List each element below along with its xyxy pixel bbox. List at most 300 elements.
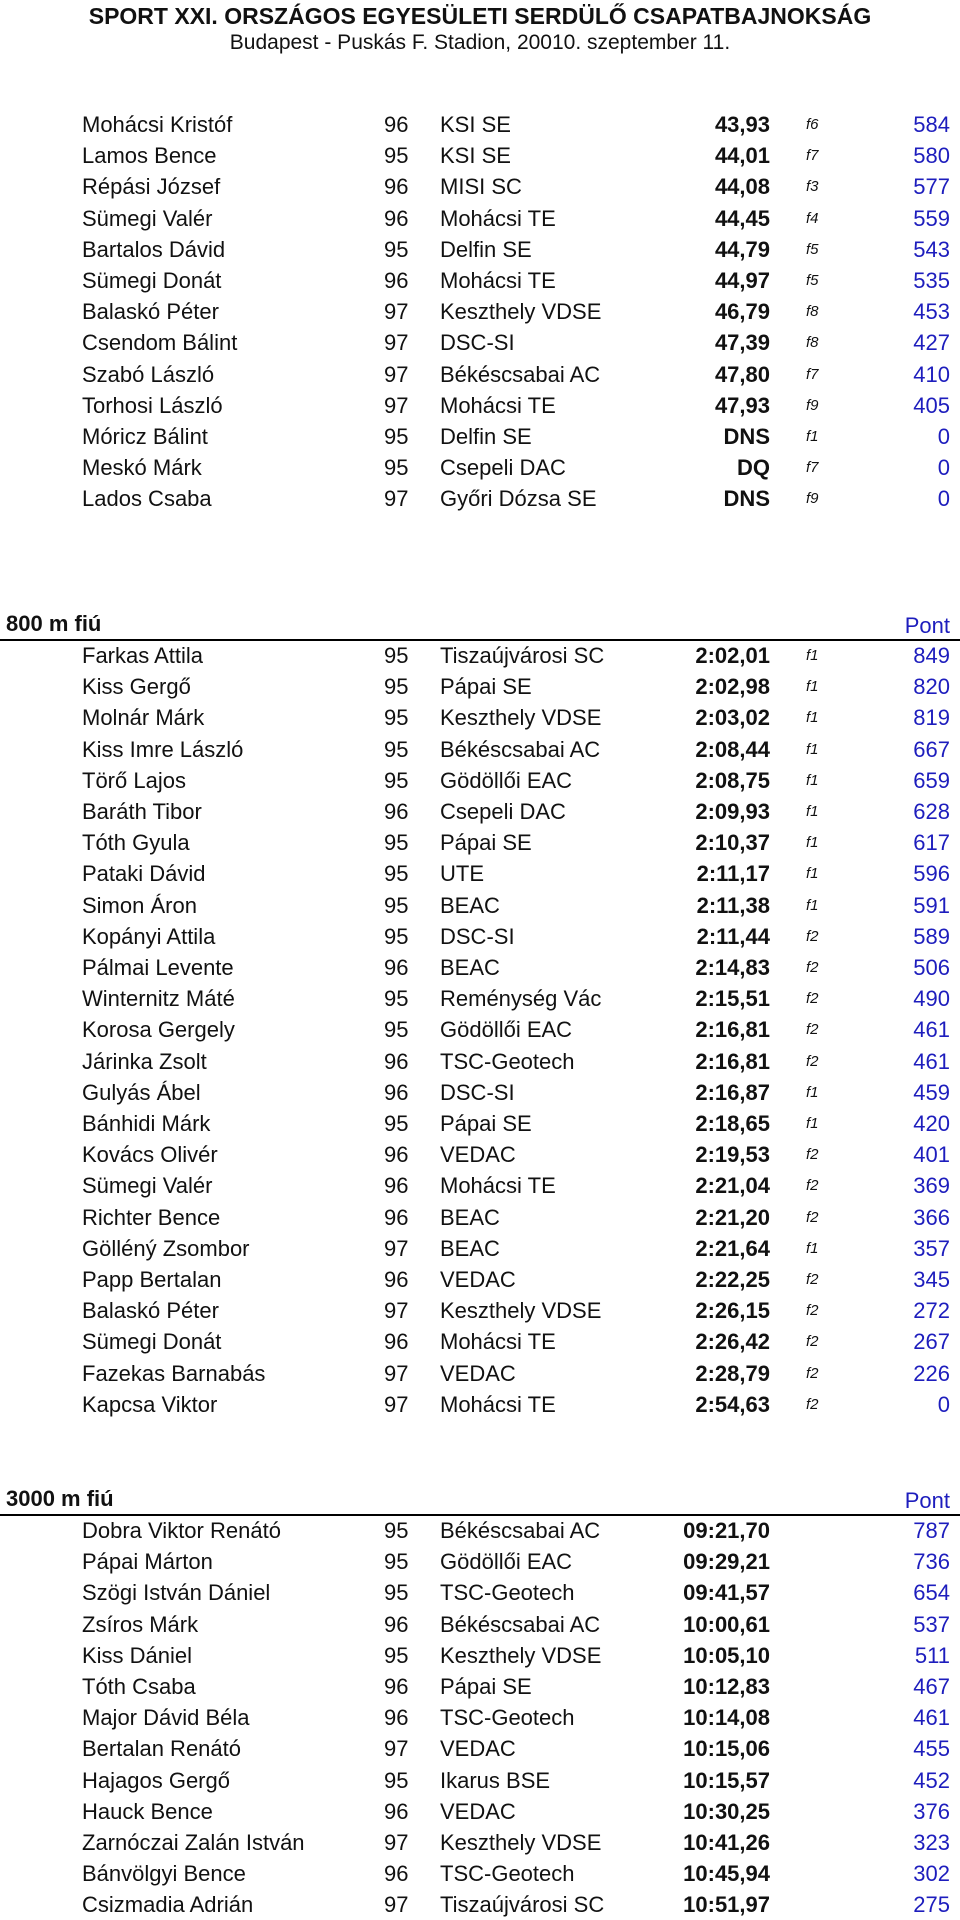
result-time: 2:03,02	[695, 705, 770, 731]
result-time: 2:26,42	[695, 1329, 770, 1355]
birth-year: 97	[384, 1235, 409, 1261]
result-time: 2:11,44	[696, 923, 770, 949]
points-value: 559	[913, 205, 950, 231]
table-row	[0, 296, 960, 327]
birth-year: 96	[384, 1611, 409, 1637]
result-time: 2:15,51	[695, 986, 770, 1012]
section-title: 800 m fiú	[6, 611, 102, 636]
club-name: DSC-SI	[440, 1079, 515, 1105]
birth-year: 95	[384, 767, 409, 793]
table-row	[0, 702, 960, 733]
result-time: 2:11,38	[696, 892, 770, 918]
club-name: TSC-Geotech	[440, 1048, 575, 1074]
heat-number: f8	[806, 303, 819, 321]
athlete-name: Sümegi Valér	[82, 1173, 213, 1199]
result-time: 2:16,81	[695, 1017, 770, 1043]
points-value: 357	[913, 1235, 950, 1261]
result-time: 2:10,37	[695, 830, 770, 856]
table-row	[0, 483, 960, 514]
result-time: 2:18,65	[695, 1111, 770, 1136]
points-value: 736	[913, 1549, 950, 1575]
page-title: SPORT XXI. ORSZÁGOS EGYESÜLETI SERDÜLŐ CSAPATBAJNOKSÁG	[88, 3, 872, 29]
table-row	[0, 1515, 960, 1546]
athlete-name: Gulyás Ábel	[82, 1079, 201, 1105]
result-time: 2:09,93	[695, 799, 770, 824]
heat-number: f1	[806, 709, 819, 727]
club-name: Gödöllői EAC	[440, 767, 573, 793]
birth-year: 97	[384, 1298, 409, 1324]
club-name: Békéscsabai AC	[440, 361, 601, 387]
birth-year: 97	[384, 1892, 409, 1918]
club-name: VEDAC	[440, 1267, 516, 1292]
points-value: 366	[913, 1204, 950, 1230]
birth-year: 95	[384, 861, 409, 887]
athlete-name: Lamos Bence	[82, 143, 217, 169]
athlete-name: Hauck Bence	[82, 1798, 213, 1824]
club-name: BEAC	[440, 1235, 500, 1261]
athlete-name: Kopányi Attila	[82, 923, 216, 949]
club-name: Delfin SE	[440, 236, 532, 262]
points-value: 401	[913, 1142, 950, 1168]
athlete-name: Baráth Tibor	[82, 799, 202, 824]
heat-number: f2	[806, 1364, 819, 1382]
result-time: 2:21,64	[695, 1235, 770, 1261]
section-header	[0, 608, 960, 641]
birth-year: 95	[384, 1518, 409, 1543]
club-name: DSC-SI	[440, 923, 515, 949]
result-time: 43,93	[714, 112, 770, 137]
birth-year: 95	[384, 986, 409, 1012]
birth-year: 96	[384, 174, 409, 200]
club-name: Keszthely VDSE	[440, 1642, 602, 1668]
athlete-name: Torhosi László	[82, 392, 223, 418]
birth-year: 96	[384, 112, 409, 137]
athlete-name: Móricz Bálint	[82, 424, 208, 449]
heat-number: f2	[806, 1302, 819, 1320]
birth-year: 95	[384, 455, 409, 481]
club-name: Békéscsabai AC	[440, 736, 601, 762]
heat-number: f2	[806, 1021, 819, 1039]
heat-number: f1	[806, 740, 819, 758]
heat-number: f7	[806, 147, 819, 165]
birth-year: 97	[384, 1391, 409, 1417]
points-value: 506	[913, 955, 950, 980]
club-name: Győri Dózsa SE	[440, 486, 597, 512]
table-row	[0, 234, 960, 265]
table-row	[0, 952, 960, 983]
points-value: 345	[913, 1267, 950, 1292]
points-value: 405	[913, 392, 950, 418]
heat-number: f9	[806, 490, 819, 508]
club-name: TSC-Geotech	[440, 1580, 575, 1606]
table-row	[0, 1170, 960, 1201]
table-row	[0, 1389, 960, 1420]
table-row	[0, 327, 960, 358]
points-value: 543	[913, 236, 950, 262]
club-name: UTE	[440, 861, 484, 887]
heat-number: f1	[806, 678, 819, 696]
table-row	[0, 171, 960, 202]
table-row	[0, 921, 960, 952]
heat-number: f5	[806, 240, 819, 258]
result-time: 2:08,75	[695, 767, 770, 793]
table-row	[0, 734, 960, 765]
club-name: Keszthely VDSE	[440, 299, 602, 325]
athlete-name: Szabó László	[82, 361, 215, 387]
birth-year: 95	[384, 236, 409, 262]
table-row	[0, 1202, 960, 1233]
result-time: 10:14,08	[683, 1705, 770, 1731]
birth-year: 97	[384, 1830, 409, 1855]
table-row	[0, 1702, 960, 1733]
athlete-name: Gölléný Zsombor	[82, 1235, 250, 1261]
club-name: Pápai SE	[440, 1111, 532, 1136]
table-row	[0, 983, 960, 1014]
athlete-name: Korosa Gergely	[82, 1017, 235, 1043]
birth-year: 95	[384, 1017, 409, 1043]
result-time: 10:00,61	[683, 1611, 770, 1637]
athlete-name: Zarnóczai Zalán István	[82, 1830, 305, 1855]
heat-number: f3	[806, 178, 819, 196]
athlete-name: Winternitz Máté	[82, 986, 235, 1012]
table-row	[0, 765, 960, 796]
athlete-name: Papp Bertalan	[82, 1267, 222, 1292]
result-time: 44,01	[714, 143, 770, 169]
birth-year: 95	[384, 1642, 409, 1668]
result-time: 10:30,25	[683, 1798, 770, 1824]
athlete-name: Kiss Dániel	[82, 1642, 193, 1668]
heat-number: f8	[806, 334, 819, 352]
athlete-name: Lados Csaba	[82, 486, 212, 512]
athlete-name: Törő Lajos	[82, 767, 186, 793]
birth-year: 95	[384, 892, 409, 918]
athlete-name: Szögi István Dániel	[82, 1580, 271, 1606]
athlete-name: Pálmai Levente	[82, 955, 234, 980]
athlete-name: Csizmadia Adrián	[82, 1892, 254, 1918]
club-name: TSC-Geotech	[440, 1705, 575, 1731]
result-time: 47,39	[714, 330, 770, 356]
club-name: Mohácsi TE	[440, 268, 556, 293]
club-name: Csepeli DAC	[440, 455, 566, 481]
points-value: 323	[913, 1830, 950, 1855]
club-name: TSC-Geotech	[440, 1861, 575, 1887]
points-value: 617	[913, 830, 950, 856]
table-row	[0, 1796, 960, 1827]
result-time: 10:15,06	[683, 1736, 770, 1762]
club-name: DSC-SI	[440, 330, 515, 356]
heat-number: f1	[806, 1115, 819, 1132]
points-value: 511	[914, 1642, 950, 1668]
club-name: KSI SE	[440, 112, 511, 137]
result-time: 44,08	[714, 174, 770, 200]
birth-year: 96	[384, 1204, 409, 1230]
points-value: 461	[913, 1048, 950, 1074]
birth-year: 95	[384, 705, 409, 731]
result-time: 10:05,10	[683, 1642, 770, 1668]
points-value: 226	[913, 1360, 950, 1386]
club-name: Mohácsi TE	[440, 1173, 556, 1199]
result-time: DNS	[723, 486, 770, 512]
club-name: Delfin SE	[440, 424, 532, 449]
points-value: 267	[913, 1329, 950, 1355]
athlete-name: Kovács Olivér	[82, 1142, 218, 1168]
birth-year: 97	[384, 392, 409, 418]
club-name: Reménység Vác	[440, 986, 602, 1012]
heat-number: f4	[806, 209, 819, 227]
club-name: MISI SC	[440, 174, 522, 200]
points-value: 461	[913, 1017, 950, 1043]
club-name: Mohácsi TE	[440, 205, 556, 231]
table-row	[0, 1827, 960, 1858]
athlete-name: Zsíros Márk	[82, 1611, 199, 1637]
result-time: 10:45,94	[683, 1861, 770, 1887]
points-value: 654	[913, 1580, 950, 1606]
points-value: 659	[913, 767, 950, 793]
points-value: 0	[937, 486, 950, 512]
birth-year: 96	[384, 1861, 409, 1887]
birth-year: 95	[384, 1580, 409, 1606]
table-row	[0, 671, 960, 702]
table-row	[0, 421, 960, 452]
birth-year: 96	[384, 1705, 409, 1731]
points-value: 420	[913, 1111, 950, 1136]
athlete-name: Kapcsa Viktor	[82, 1391, 218, 1417]
section-title: 3000 m fiú	[6, 1486, 114, 1511]
table-row	[0, 1733, 960, 1764]
birth-year: 96	[384, 1798, 409, 1824]
result-time: 44,79	[714, 236, 770, 262]
heat-number: f2	[806, 1395, 819, 1413]
points-value: 820	[913, 674, 950, 700]
birth-year: 96	[384, 1142, 409, 1168]
result-time: 2:21,04	[695, 1173, 770, 1199]
athlete-name: Kiss Gergő	[82, 674, 191, 700]
athlete-name: Simon Áron	[82, 892, 197, 918]
athlete-name: Balaskó Péter	[82, 1298, 219, 1324]
table-row	[0, 390, 960, 421]
result-time: 2:02,98	[695, 674, 770, 700]
result-time: 46,79	[714, 299, 770, 325]
result-time: 2:26,15	[695, 1298, 770, 1324]
result-time: DQ	[737, 455, 770, 481]
club-name: Ikarus BSE	[440, 1767, 551, 1793]
table-row	[0, 1358, 960, 1389]
heat-number: f2	[806, 1177, 819, 1195]
heat-number: f2	[806, 1052, 819, 1070]
result-time: 2:11,17	[696, 861, 770, 887]
birth-year: 96	[384, 268, 409, 293]
heat-number: f1	[806, 896, 819, 914]
points-value: 0	[937, 1391, 950, 1417]
points-value: 302	[913, 1861, 950, 1887]
table-row	[0, 1108, 960, 1139]
table-row	[0, 359, 960, 390]
athlete-name: Richter Bence	[82, 1204, 221, 1230]
heat-number: f1	[806, 1239, 819, 1257]
points-value: 535	[913, 268, 950, 293]
heat-number: f5	[806, 272, 819, 289]
result-time: 44,97	[714, 268, 770, 293]
athlete-name: Fazekas Barnabás	[82, 1360, 266, 1386]
club-name: Mohácsi TE	[440, 1391, 556, 1417]
result-time: 2:16,81	[695, 1048, 770, 1074]
birth-year: 95	[384, 830, 409, 856]
points-value: 461	[913, 1705, 950, 1731]
athlete-name: Csendom Bálint	[82, 330, 238, 356]
heat-number: f1	[806, 834, 819, 852]
birth-year: 96	[384, 205, 409, 231]
athlete-name: Tóth Csaba	[82, 1674, 196, 1699]
result-time: 2:14,83	[695, 955, 770, 980]
birth-year: 96	[384, 1173, 409, 1199]
heat-number: f7	[806, 459, 819, 477]
heat-number: f1	[806, 1083, 819, 1101]
table-row	[0, 827, 960, 858]
table-row	[0, 1233, 960, 1264]
club-name: Pápai SE	[440, 1674, 532, 1699]
table-row	[0, 265, 960, 296]
points-value: 591	[913, 892, 950, 918]
result-time: DNS	[723, 424, 770, 449]
result-time: 44,45	[714, 205, 770, 231]
athlete-name: Pataki Dávid	[82, 861, 206, 887]
points-value: 0	[937, 455, 950, 481]
result-time: 47,93	[714, 392, 770, 418]
birth-year: 97	[384, 1360, 409, 1386]
club-name: Békéscsabai AC	[440, 1518, 601, 1543]
athlete-name: Répási József	[82, 174, 221, 200]
birth-year: 95	[384, 643, 409, 668]
points-value: 589	[913, 923, 950, 949]
birth-year: 96	[384, 799, 409, 824]
points-value: 577	[913, 174, 950, 200]
heat-number: f1	[806, 771, 819, 789]
club-name: VEDAC	[440, 1736, 516, 1762]
points-column-label: Pont	[904, 1488, 950, 1513]
table-row	[0, 1014, 960, 1045]
heat-number: f2	[806, 990, 819, 1008]
points-value: 849	[913, 643, 950, 668]
result-time: 10:41,26	[683, 1830, 770, 1855]
result-time: 2:28,79	[695, 1360, 770, 1386]
club-name: VEDAC	[440, 1142, 516, 1168]
table-row	[0, 1077, 960, 1108]
heat-number: f2	[806, 1333, 819, 1351]
heat-number: f2	[806, 1271, 819, 1288]
birth-year: 95	[384, 736, 409, 762]
result-time: 10:15,57	[683, 1767, 770, 1793]
result-time: 2:16,87	[695, 1079, 770, 1105]
club-name: Gödöllői EAC	[440, 1549, 573, 1575]
club-name: Tiszaújvárosi SC	[440, 1892, 605, 1918]
athlete-name: Járinka Zsolt	[82, 1048, 207, 1074]
birth-year: 97	[384, 330, 409, 356]
points-value: 467	[913, 1674, 950, 1699]
points-value: 819	[913, 705, 950, 731]
athlete-name: Pápai Márton	[82, 1549, 213, 1575]
birth-year: 96	[384, 1674, 409, 1699]
points-value: 628	[913, 799, 950, 824]
result-time: 10:12,83	[683, 1674, 770, 1699]
table-row	[0, 640, 960, 671]
club-name: Keszthely VDSE	[440, 1830, 602, 1855]
points-value: 459	[913, 1079, 950, 1105]
result-time: 10:51,97	[683, 1892, 770, 1918]
birth-year: 95	[384, 923, 409, 949]
club-name: Pápai SE	[440, 830, 532, 856]
table-row	[0, 1326, 960, 1357]
athlete-name: Bertalan Renátó	[82, 1736, 241, 1762]
points-value: 584	[913, 112, 950, 137]
club-name: Mohácsi TE	[440, 392, 556, 418]
athlete-name: Major Dávid Béla	[82, 1705, 250, 1731]
points-value: 453	[913, 299, 950, 325]
points-value: 427	[913, 330, 950, 356]
heat-number: f2	[806, 927, 819, 945]
points-value: 787	[913, 1518, 950, 1543]
club-name: BEAC	[440, 1204, 500, 1230]
table-row	[0, 452, 960, 483]
result-time: 09:41,57	[683, 1580, 770, 1606]
club-name: Gödöllői EAC	[440, 1017, 573, 1043]
table-row	[0, 1046, 960, 1077]
athlete-name: Farkas Attila	[82, 643, 204, 668]
points-value: 410	[913, 361, 950, 387]
points-value: 0	[937, 424, 950, 449]
birth-year: 95	[384, 143, 409, 169]
athlete-name: Mohácsi Kristóf	[82, 112, 233, 137]
birth-year: 97	[384, 1736, 409, 1762]
points-value: 275	[913, 1892, 950, 1918]
page-header	[0, 0, 960, 56]
club-name: Csepeli DAC	[440, 799, 566, 824]
result-time: 2:22,25	[695, 1267, 770, 1292]
points-value: 596	[913, 861, 950, 887]
section-header	[0, 1483, 960, 1516]
table-row	[0, 140, 960, 171]
heat-number: f1	[806, 647, 819, 664]
heat-number: f2	[806, 1146, 819, 1164]
athlete-name: Sümegi Valér	[82, 205, 213, 231]
club-name: Pápai SE	[440, 674, 532, 700]
points-value: 376	[913, 1798, 950, 1824]
athlete-name: Molnár Márk	[82, 705, 205, 731]
points-value: 537	[913, 1611, 950, 1637]
table-row	[0, 1139, 960, 1170]
birth-year: 96	[384, 1048, 409, 1074]
points-value: 452	[913, 1767, 950, 1793]
athlete-name: Tóth Gyula	[82, 830, 190, 856]
table-row	[0, 1640, 960, 1671]
athlete-name: Meskó Márk	[82, 455, 202, 481]
athlete-name: Balaskó Péter	[82, 299, 219, 325]
club-name: BEAC	[440, 892, 500, 918]
heat-number: f2	[806, 959, 819, 976]
result-time: 2:02,01	[695, 643, 770, 668]
athlete-name: Hajagos Gergő	[82, 1767, 230, 1793]
table-row	[0, 109, 960, 140]
result-time: 2:54,63	[695, 1391, 770, 1417]
table-row	[0, 1295, 960, 1326]
club-name: Mohácsi TE	[440, 1329, 556, 1355]
table-row	[0, 1546, 960, 1577]
athlete-name: Kiss Imre László	[82, 736, 244, 762]
club-name: KSI SE	[440, 143, 511, 169]
result-time: 2:19,53	[695, 1142, 770, 1168]
athlete-name: Bartalos Dávid	[82, 236, 226, 262]
birth-year: 95	[384, 674, 409, 700]
birth-year: 95	[384, 1767, 409, 1793]
